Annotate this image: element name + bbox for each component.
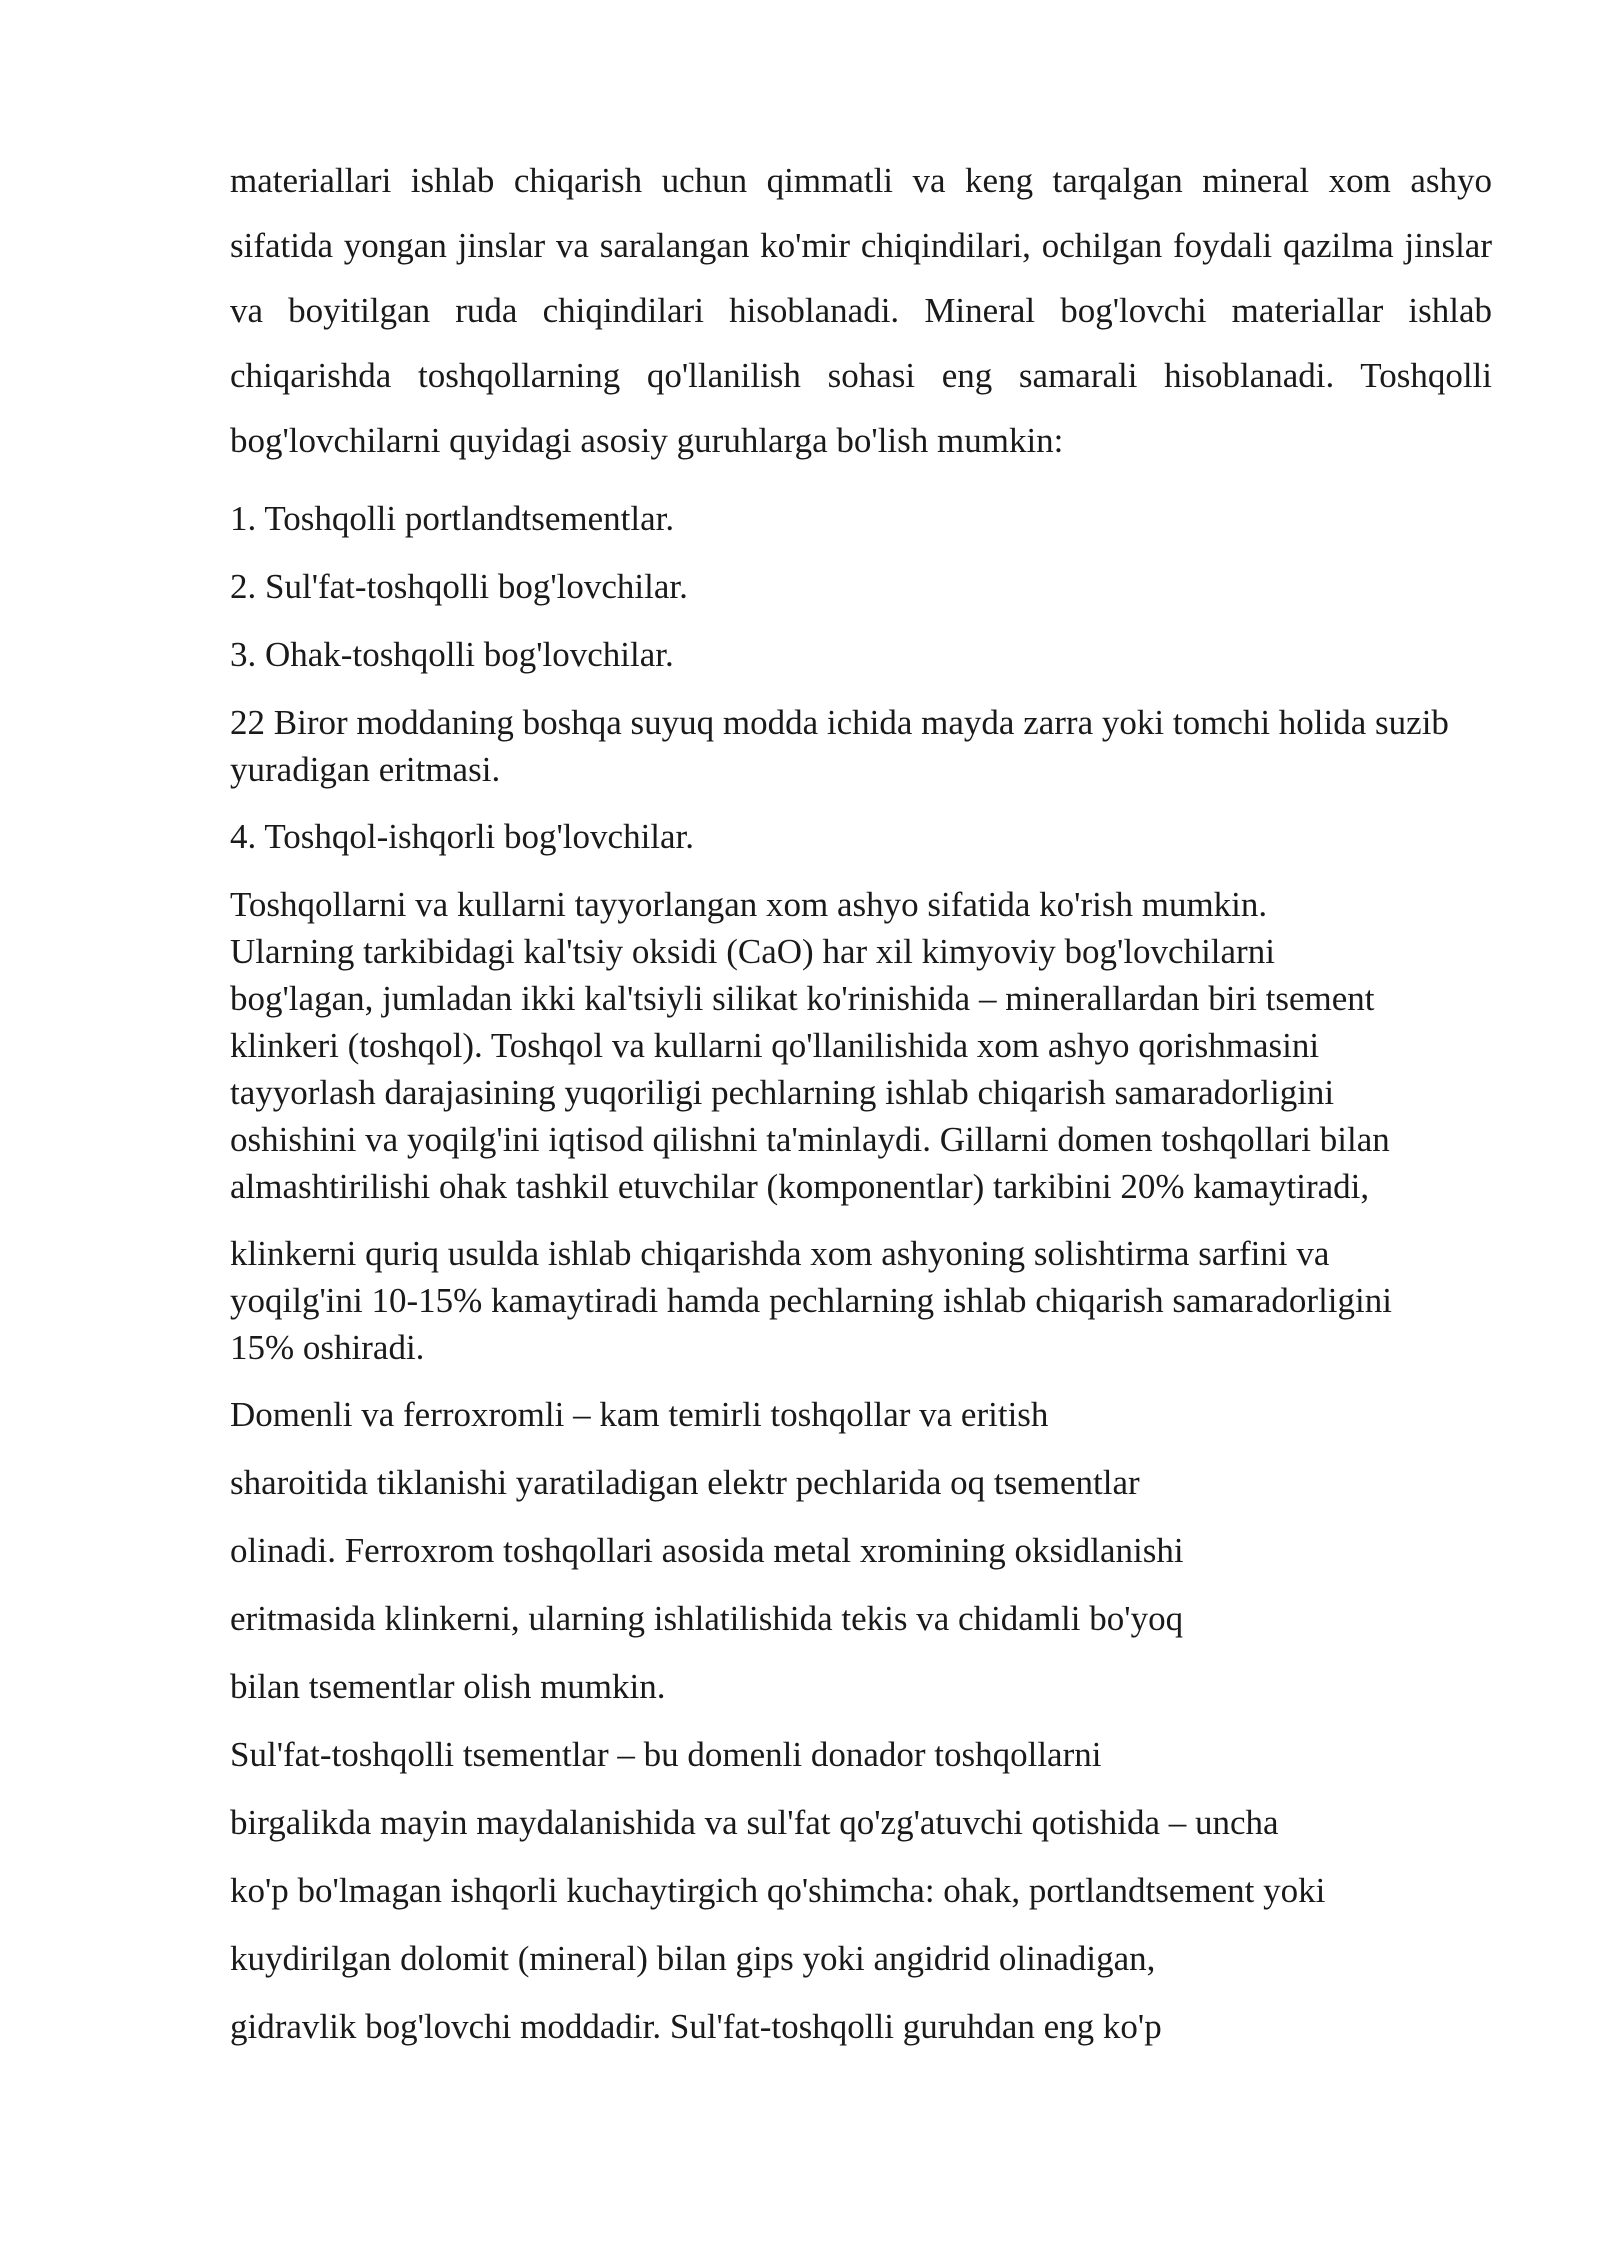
text-line: almashtirilishi ohak tashkil etuvchilar (komponentlar) tarkibini 20% kamaytiradi, [230, 1167, 1370, 1206]
text-line: yoqilg'ini 10-15% kamaytiradi hamda pechlarning ishlab chiqarish samaradorligini [230, 1281, 1392, 1320]
text-line: bilan tsementlar olish mumkin. [230, 1667, 666, 1706]
text-line: kuydirilgan dolomit (mineral) bilan gips yoki angidrid olinadigan, [230, 1939, 1156, 1978]
binder-groups-list [230, 495, 1492, 679]
text-line: klinkeri (toshqol). Toshqol va kullarni qo'llanilishida xom ashyo qorishmasini [230, 1026, 1320, 1065]
text-line: gidravlik bog'lovchi moddadir. Sul'fat-toshqolli guruhdan eng ko'p [230, 2007, 1162, 2046]
text-line: tayyorlash darajasining yuqoriligi pechlarning ishlab chiqarish samaradorligini [230, 1073, 1335, 1112]
footnote: 22 Biror moddaning boshqa suyuq modda ichida mayda zarra yoki tomchi holida suzib yuradigan eritmasi. [230, 703, 1449, 789]
text-line: Sul'fat-toshqolli tsementlar – bu domenli donador toshqollarni [230, 1735, 1102, 1774]
text-line: oshishini va yoqilg'ini iqtisod qilishni ta'minlaydi. Gillarni domen toshqollari bilan [230, 1120, 1390, 1159]
list-item: 3. Ohak-toshqolli bog'lovchilar. [230, 635, 674, 674]
paragraph-sulfate-slag-cement [230, 1731, 1492, 2051]
text-line: bog'lagan, jumladan ikki kal'tsiyli silikat ko'rinishida – minerallardan biri tsement [230, 979, 1375, 1018]
text-line: sharoitida tiklanishi yaratiladigan elektr pechlarida oq tsementlar [230, 1463, 1140, 1502]
document-page [230, 148, 1492, 2188]
paragraph-slag-ash [230, 881, 1492, 1210]
paragraph-clinker [230, 1230, 1492, 1371]
list-item: 2. Sul'fat-toshqolli bog'lovchilar. [230, 567, 688, 606]
list-item: 1. Toshqolli portlandtsementlar. [230, 499, 675, 538]
text-line: 15% oshiradi. [230, 1328, 425, 1367]
text-line: Domenli va ferroxromli – kam temirli toshqollar va eritish [230, 1395, 1049, 1434]
paragraph-white-cement [230, 1391, 1492, 1711]
text-line: Ularning tarkibidagi kal'tsiy oksidi (CaO) har xil kimyoviy bog'lovchilarni [230, 932, 1275, 971]
list-item: 4. Toshqol-ishqorli bog'lovchilar. [230, 817, 695, 856]
text-line: eritmasida klinkerni, ularning ishlatilishida tekis va chidamli bo'yoq [230, 1599, 1184, 1638]
text-line: olinadi. Ferroxrom toshqollari asosida metal xromining oksidlanishi [230, 1531, 1184, 1570]
text-line: ko'p bo'lmagan ishqorli kuchaytirgich qo'shimcha: ohak, portlandtsement yoki [230, 1871, 1326, 1910]
text-line: klinkerni quriq usulda ishlab chiqarishda xom ashyoning solishtirma sarfini va [230, 1234, 1330, 1273]
text-line: birgalikda mayin maydalanishida va sul'fat qo'zg'atuvchi qotishida – uncha [230, 1803, 1279, 1842]
intro-paragraph: materiallari ishlab chiqarish uchun qimmatli va keng tarqalgan mineral xom ashyo sifatida yongan jinslar va saralangan ko'mir chiqindilari, ochilgan foydali qazilma jinslar va boyitilgan ruda chiqindilari hisoblanadi. Mineral bog'lovchi materiallar ishlab chiqarishda toshqollarning qo'llanilish sohasi eng samarali hisoblanadi. Toshqolli bog'lovchilarni quyidagi asosiy guruhlarga bo'lish mumkin: [230, 161, 1492, 460]
text-line: Toshqollarni va kullarni tayyorlangan xom ashyo sifatida ko'rish mumkin. [230, 885, 1268, 924]
